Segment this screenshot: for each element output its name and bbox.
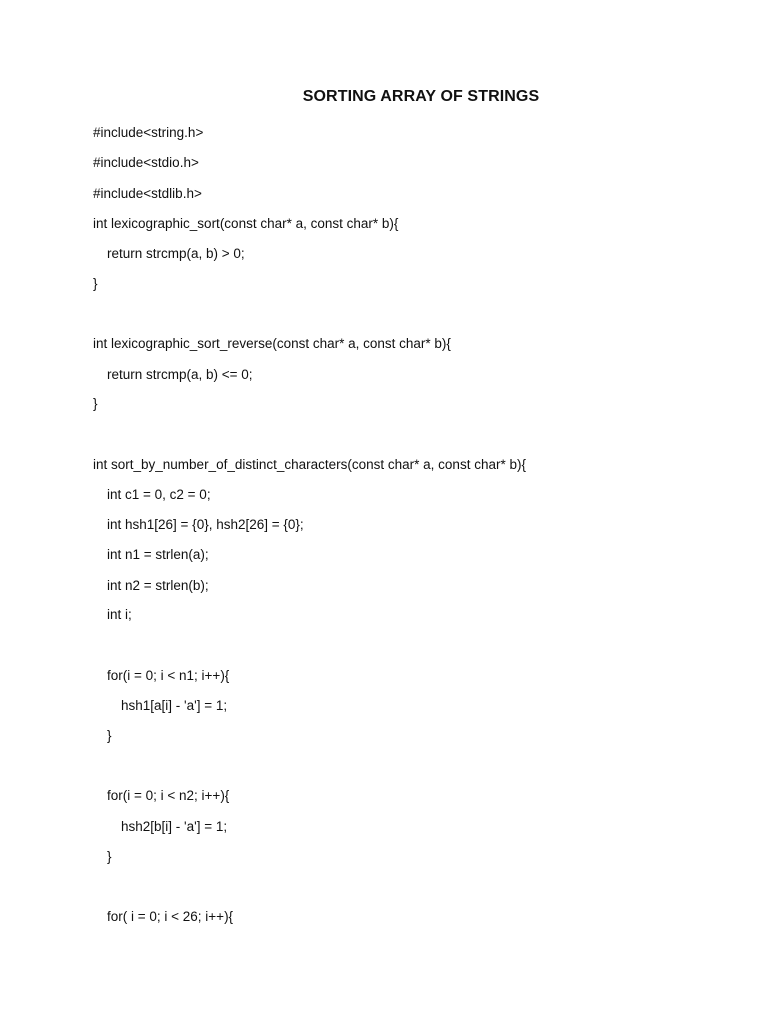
code-line: int lexicographic_sort(const char* a, const char* b){ — [93, 216, 399, 231]
code-line: hsh2[b[i] - 'a'] = 1; — [121, 819, 228, 834]
code-line: int n2 = strlen(b); — [107, 578, 209, 593]
code-line: for(i = 0; i < n1; i++){ — [107, 668, 230, 683]
code-line: hsh1[a[i] - 'a'] = 1; — [121, 698, 228, 713]
code-line: for( i = 0; i < 26; i++){ — [107, 909, 234, 924]
code-line: for(i = 0; i < n2; i++){ — [107, 788, 230, 803]
code-line: int lexicographic_sort_reverse(const char* a, const char* b){ — [93, 336, 451, 351]
code-line: return strcmp(a, b) <= 0; — [107, 367, 253, 382]
code-line: int sort_by_number_of_distinct_characters(const char* a, const char* b){ — [93, 457, 526, 472]
code-line: int n1 = strlen(a); — [107, 547, 209, 562]
code-line: } — [107, 728, 112, 743]
code-line: #include<string.h> — [93, 125, 204, 140]
code-line: int hsh1[26] = {0}, hsh2[26] = {0}; — [107, 517, 304, 532]
code-line: return strcmp(a, b) > 0; — [107, 246, 245, 261]
code-line: } — [107, 849, 112, 864]
code-line: int c1 = 0, c2 = 0; — [107, 487, 211, 502]
code-line: #include<stdlib.h> — [93, 186, 202, 201]
code-line: } — [93, 276, 98, 291]
document-title: SORTING ARRAY OF STRINGS — [302, 88, 540, 105]
code-line: } — [93, 396, 98, 411]
code-line: int i; — [107, 607, 132, 622]
code-line: #include<stdio.h> — [93, 155, 199, 170]
